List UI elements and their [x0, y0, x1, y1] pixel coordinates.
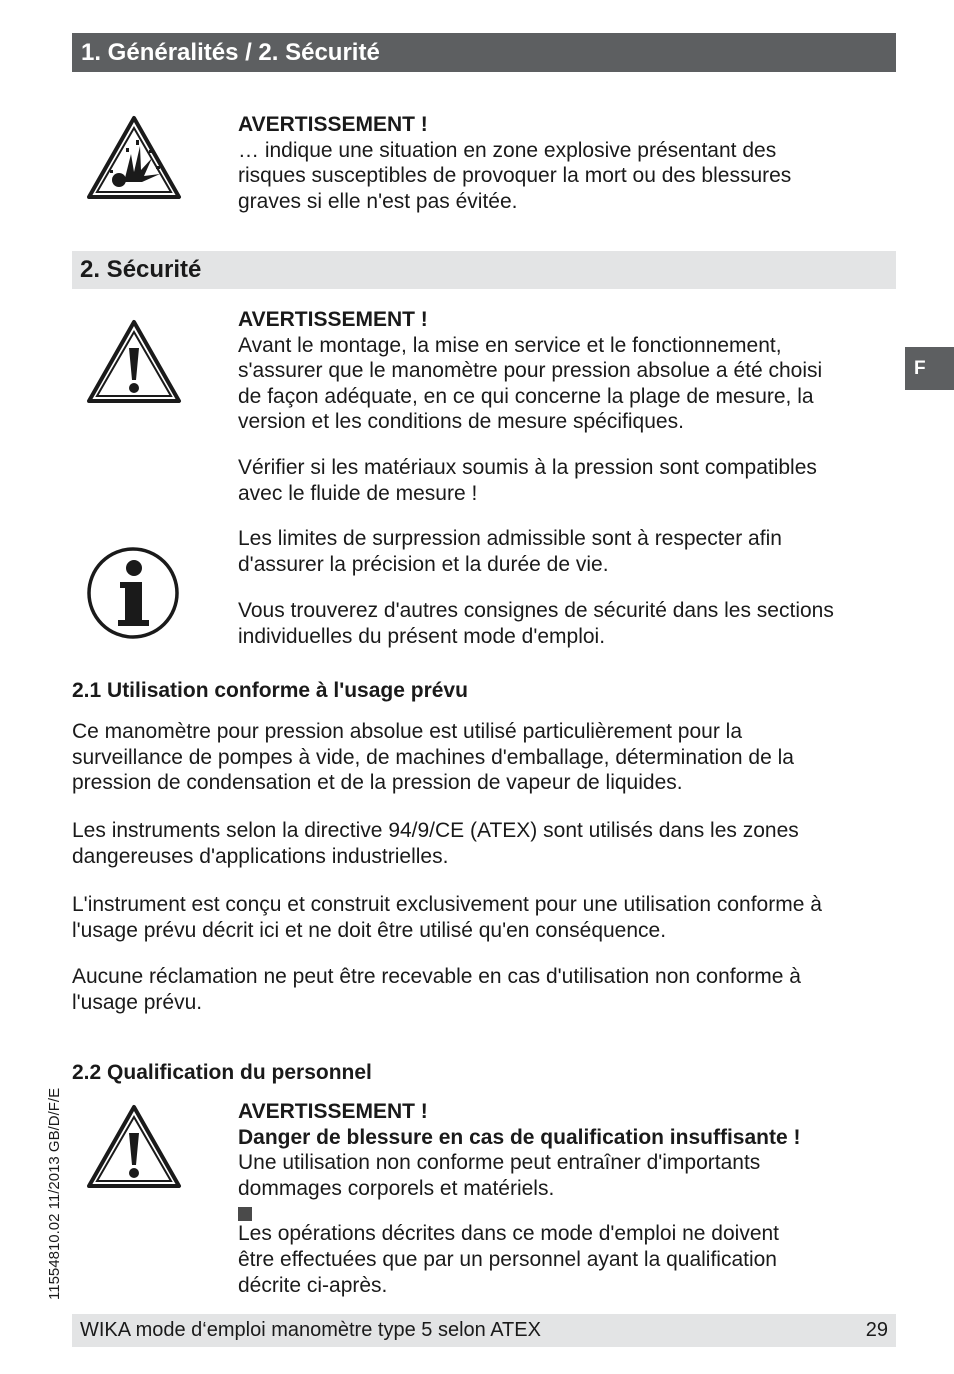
page-number: 29	[865, 1319, 888, 1341]
bullet-item	[238, 1207, 888, 1298]
text-line: individuelles du présent mode d'emploi.	[238, 624, 606, 648]
text-line: Vous trouverez d'autres consignes de sécurité dans les sections	[238, 599, 834, 622]
info-icon	[86, 546, 180, 640]
page-footer	[72, 1314, 896, 1347]
text-line: Ce manomètre pour pression absolue est utilisé particulièrement pour la	[72, 720, 743, 743]
text-line: être effectuées que par un personnel ayant la qualification	[238, 1247, 777, 1271]
text-line: L'instrument est conçu et construit exclusivement pour une utilisation conforme à	[72, 893, 822, 916]
paragraph	[72, 818, 892, 869]
warning-triangle-icon	[86, 318, 182, 404]
warning-triangle-icon	[86, 1103, 182, 1189]
text-line: … indique une situation en zone explosive présentant des	[238, 138, 777, 162]
text-line: décrite ci-après.	[238, 1273, 388, 1297]
safety-warning-text	[238, 307, 888, 435]
text-line: dommages corporels et matériels.	[238, 1176, 555, 1200]
text-line: avec le fluide de mesure !	[238, 481, 478, 505]
text-line: Les opérations décrites dans ce mode d'emploi ne doivent	[238, 1222, 780, 1246]
paragraph	[72, 892, 892, 943]
warning-label: AVERTISSEMENT !	[238, 113, 428, 136]
bullet-text	[238, 1221, 888, 1298]
text-line: Aucune réclamation ne peut être recevable en cas d'utilisation non conforme à	[72, 965, 801, 988]
text-line: version et les conditions de mesure spécifiques.	[238, 410, 684, 434]
text-line: Avant le montage, la mise en service et le fonctionnement,	[238, 333, 782, 357]
safety-warning-para2	[238, 455, 888, 506]
bullet-square-icon	[238, 1207, 252, 1221]
text-line: l'usage prévu.	[72, 990, 203, 1014]
text-line: l'usage prévu décrit ici et ne doit être utilisé qu'en conséquence.	[72, 918, 667, 942]
text-line: Les limites de surpression admissible sont à respecter afin	[238, 527, 782, 550]
footer-text: WIKA mode d‘emploi manomètre type 5 selon ATEX	[80, 1319, 541, 1341]
info-note-para2	[238, 598, 898, 649]
text-line: de façon adéquate, en ce qui concerne la plage de mesure, la	[238, 384, 814, 408]
document-code: 11554810.02 11/2013 GB/D/F/E	[46, 1087, 63, 1300]
page-header: 1. Généralités / 2. Sécurité	[72, 33, 896, 72]
warning-label: AVERTISSEMENT !	[238, 308, 428, 331]
text-line: dangereuses d'applications industrielles.	[72, 844, 449, 868]
text-line: s'assurer que le manomètre pour pression absolue a été choisi	[238, 359, 823, 383]
qualification-warning-text	[238, 1099, 888, 1298]
text-line: surveillance de pompes à vide, de machines d'emballage, détermination de la	[72, 745, 794, 769]
paragraph	[72, 719, 892, 796]
text-line: risques susceptibles de provoquer la mort ou des blessures	[238, 164, 792, 188]
text-line: pression de condensation et de la pression de vapeur de liquides.	[72, 771, 683, 795]
text-line: Une utilisation non conforme peut entraîner d'importants	[238, 1151, 761, 1175]
paragraph	[72, 964, 892, 1015]
text-line: Les instruments selon la directive 94/9/CE (ATEX) sont utilisés dans les zones	[72, 819, 799, 842]
language-tab: F	[905, 347, 954, 390]
section-title: 2. Sécurité	[72, 251, 896, 289]
subsection-title: 2.1 Utilisation conforme à l'usage prévu	[72, 679, 468, 702]
text-line: d'assurer la précision et la durée de vie.	[238, 552, 609, 576]
text-line: graves si elle n'est pas évitée.	[238, 189, 518, 213]
explosion-warning-text	[238, 112, 888, 214]
warning-headline: Danger de blessure en cas de qualification insuffisante !	[238, 1125, 801, 1149]
subsection-title: 2.2 Qualification du personnel	[72, 1061, 372, 1084]
text-line: Vérifier si les matériaux soumis à la pression sont compatibles	[238, 456, 817, 479]
explosion-warning-icon	[86, 114, 182, 200]
warning-label: AVERTISSEMENT !	[238, 1100, 428, 1123]
info-note-para1	[238, 526, 898, 577]
